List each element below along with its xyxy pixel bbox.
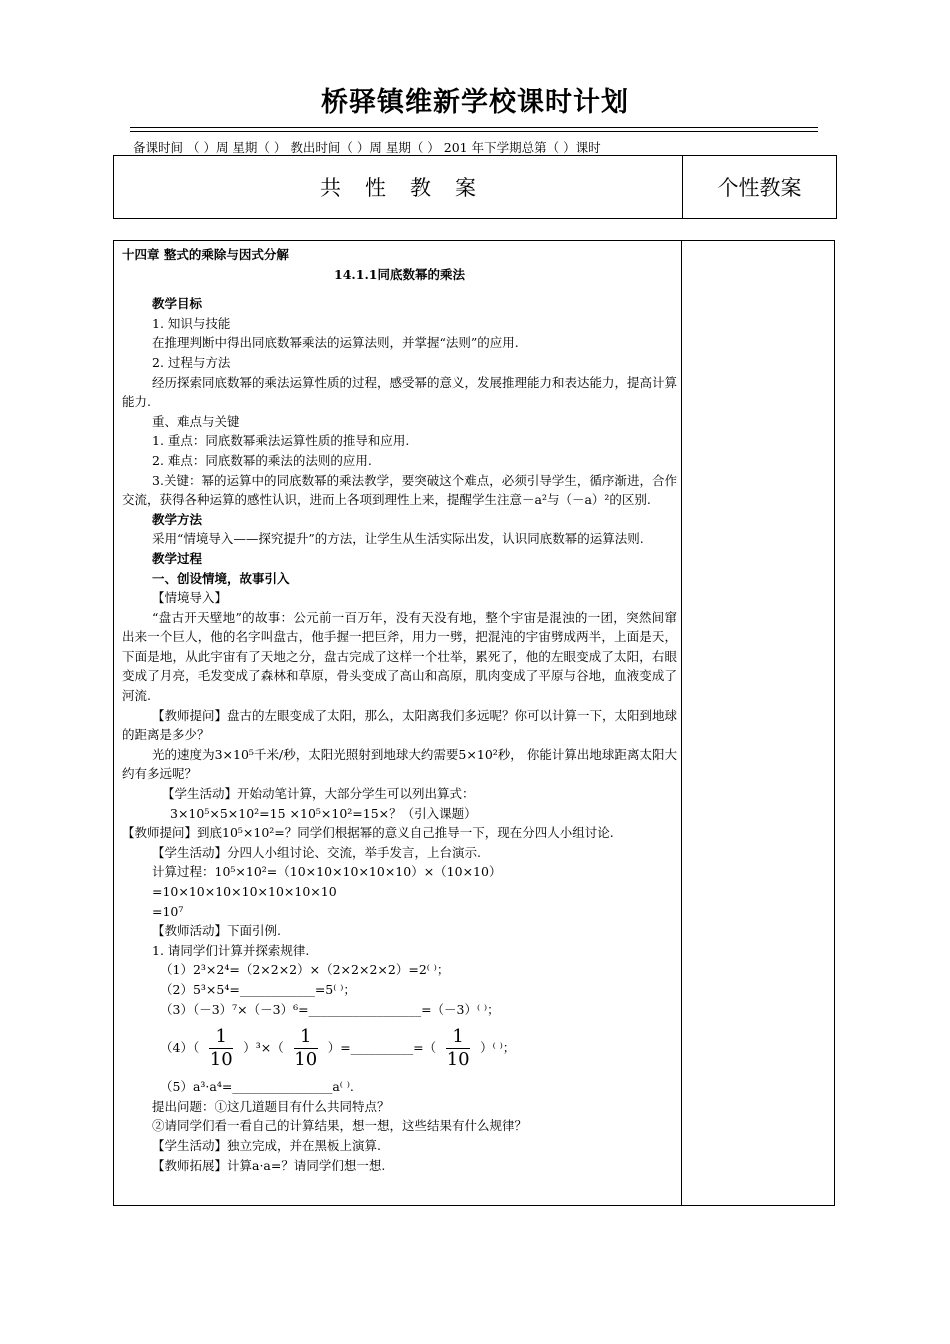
text-line: 【教师提问】到底10⁵×10²=？同学们根据幂的意义自己推导一下，现在分四人小组讨论. <box>122 825 614 841</box>
text-line: 1. 知识与技能 <box>152 315 231 331</box>
title-rule-bottom <box>130 131 818 132</box>
q4-suffix: ）⁽ ⁾； <box>480 1040 516 1056</box>
text-line: 2. 过程与方法 <box>152 354 231 370</box>
text-line: 重、难点与关键 <box>152 413 240 429</box>
exercise-line: （1）2³×2⁴=（2×2×2）×（2×2×2×2）=2⁽ ⁾； <box>160 962 450 978</box>
fraction-denominator: 10 <box>209 1048 233 1070</box>
text-line: 提出问题：①这几道题目有什么共同特点？ <box>152 1098 390 1114</box>
header-table <box>113 155 837 219</box>
q4-mid2: ）=__________=（ <box>327 1040 437 1056</box>
fraction <box>209 1026 233 1071</box>
text-line: 【教师活动】下面引例. <box>152 923 281 939</box>
fraction <box>446 1026 470 1071</box>
shared-plan-heading: 共性教案 <box>114 156 683 218</box>
lesson-content <box>122 245 677 1175</box>
formula-line: =10⁷ <box>152 903 184 919</box>
fraction-numerator: 1 <box>452 1025 464 1047</box>
exercise-line: （3）（－3）⁷×（－3）⁶=__________________=（－3）⁽ ⁾； <box>160 1001 500 1017</box>
text-line: 2. 难点：同底数幂的乘法的法则的应用. <box>152 452 372 468</box>
text-line: 1. 重点：同底数幂乘法运算性质的推导和应用. <box>152 433 410 449</box>
fraction-denominator: 10 <box>446 1048 470 1070</box>
heading-methods: 教学方法 <box>152 511 203 527</box>
chapter-title: 十四章 整式的乘除与因式分解 <box>122 247 289 262</box>
text-line: 1. 请同学们计算并探索规律. <box>152 942 310 958</box>
exercise-line: （5）a³·a⁴=________________a⁽ ⁾. <box>160 1079 354 1095</box>
text-line: 【教师提问】盘古的左眼变成了太阳，那么，太阳离我们多远呢？你可以计算一下，太阳到地球的距离是多少？ <box>122 707 678 743</box>
fraction-numerator: 1 <box>299 1025 312 1047</box>
story-paragraph: “盘古开天壁地”的故事：公元前一百万年，没有天没有地，整个宇宙是混浊的一团，突然间窜出来一个巨人，他的名字叫盘古，他手握一把巨斧，用力一劈，把混沌的宇宙劈成两半，上面是天，下面是地，从此宇宙有了天地之分，盘古完成了这样一个壮举，累死了，他的左眼变成了太阳，右眼变成了月亮，毛发变成了森林和草原，骨头变成了高山和高原，肌肉变成了平原与谷地，血液变成了河流. <box>122 609 677 704</box>
text-line: 光的速度为3×10⁵千米/秒，太阳光照射到地球大约需要5×10²秒， 你能计算出地球距离太阳大约有多远呢？ <box>122 746 677 782</box>
exercise-line: （2）5³×5⁴=____________=5⁽ ⁾； <box>160 981 356 997</box>
text-line: 在推理判断中得出同底数幂乘法的运算法则，并掌握“法则”的应用. <box>152 335 519 351</box>
text-line: 【情境导入】 <box>152 590 228 606</box>
formula-line: 3×10⁵×5×10²=15 ×10⁵×10²=15×？（引入课题） <box>170 805 477 821</box>
exercise-line-fraction <box>122 1019 677 1077</box>
lesson-table <box>113 240 835 1206</box>
formula-line: 计算过程：10⁵×10²=（10×10×10×10×10）×（10×10） <box>152 864 502 880</box>
heading-part-one: 一、创设情境，故事引入 <box>152 570 290 586</box>
fraction <box>294 1026 318 1071</box>
text-line: 【学生活动】开始动笔计算，大部分学生可以列出算式： <box>162 786 475 802</box>
individual-plan-heading: 个性教案 <box>717 176 802 200</box>
formula-line: =10×10×10×10×10×10×10 <box>152 884 337 899</box>
column-divider <box>681 241 682 1205</box>
q4-prefix: （4）（ <box>160 1040 200 1056</box>
text-line: 经历探索同底数幂的乘法运算性质的过程，感受幂的意义，发展推理能力和表达能力，提高计算能力. <box>122 374 678 410</box>
text-line: 3.关键：幂的运算中的同底数幂的乘法教学，要突破这个难点，必须引导学生，循序渐进，合作交流，获得各种运算的感性认识，进而上各项到理性上来，提醒学生注意－a²与（－a）²的区别. <box>122 472 677 508</box>
text-line: 【教师拓展】计算a·a=？请同学们想一想. <box>152 1157 386 1173</box>
heading-process: 教学过程 <box>152 550 203 566</box>
page-title: 桥驿镇维新学校课时计划 <box>321 87 629 118</box>
text-line: ②请同学们看一看自己的计算结果，想一想，这些结果有什么规律？ <box>152 1118 528 1134</box>
title-rule-top <box>130 127 818 128</box>
text-line: 【学生活动】独立完成，并在黑板上演算. <box>152 1137 381 1153</box>
text-line: 【学生活动】分四人小组讨论、交流，举手发言，上台演示. <box>152 844 481 860</box>
fraction-numerator: 1 <box>215 1025 227 1047</box>
q4-mid1: ）³×（ <box>243 1040 284 1056</box>
heading-objectives: 教学目标 <box>152 296 203 312</box>
schedule-line: 备课时间 （ ）周 星期（ ） 教出时间（ ）周 星期（ ） 201 年下学期总第（ ）课时 <box>133 140 601 155</box>
text-line: 采用“情境导入——探究提升”的方法，让学生从生活实际出发，认识同底数幂的运算法则. <box>152 531 644 547</box>
fraction-denominator: 10 <box>294 1048 318 1070</box>
section-title: 14.1.1同底数幂的乘法 <box>334 266 465 282</box>
